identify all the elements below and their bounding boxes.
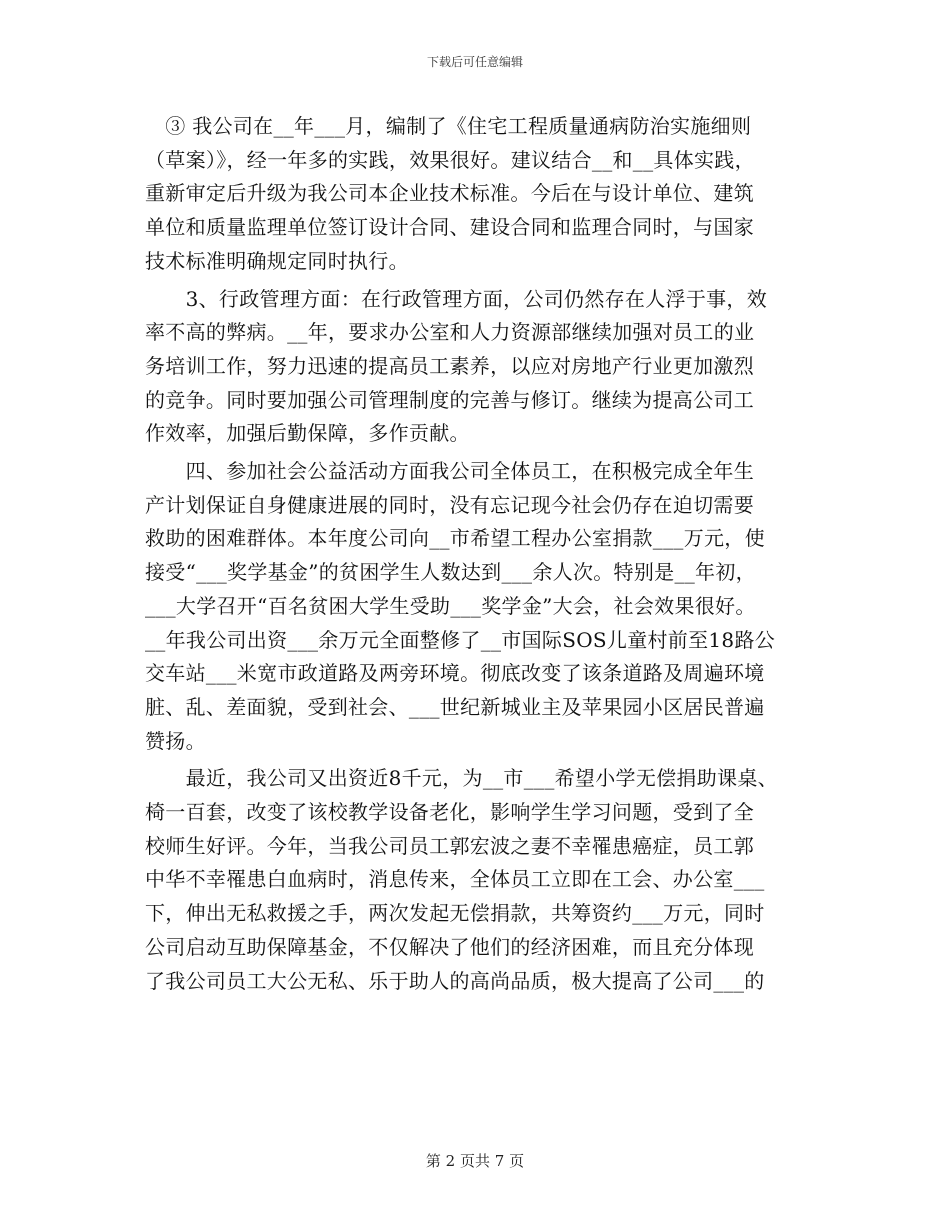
document-body: [145, 110, 825, 998]
text-line: 校师生好评。今年，当我公司员工郭宏波之妻不幸罹患癌症，员工郭: [145, 833, 754, 858]
text-line: ___大学召开“百名贫困大学生受助___奖学金”大会，社会效果很好。: [145, 593, 756, 618]
text-line: 救助的困难群体。本年度公司向__市希望工程办公室捐款___万元，使: [145, 526, 765, 551]
text-line: 公司启动互助保障基金，不仅解决了他们的经济困难，而且充分体现: [145, 934, 754, 959]
text-line: 务培训工作，努力迅速的提高员工素养，以应对房地产行业更加激烈: [145, 353, 754, 378]
text-line: 四、参加社会公益活动方面我公司全体员工，在积极完成全年生: [145, 459, 754, 484]
text-line: __年我公司出资___余万元全面整修了__市国际SOS儿童村前至18路公: [145, 627, 776, 652]
paragraph-administration: [145, 283, 825, 452]
text-line: 率不高的弊病。__年，要求办公室和人力资源部继续加强对员工的业: [145, 320, 755, 345]
text-line: ③ 我公司在__年___月，编制了《住宅工程质量通病防治实施细则: [145, 114, 752, 138]
text-line: 下，伸出无私救援之手，两次发起无偿捐款，共筹资约___万元，同时: [145, 901, 765, 926]
text-line: 赞扬。: [145, 728, 206, 753]
page-header: 下载后可任意编辑: [426, 55, 523, 69]
text-line: 技术标准明确规定同时执行。: [145, 248, 409, 273]
text-line: 作效率，加强后勤保障，多作贡献。: [145, 421, 470, 446]
paragraph-quality-standard: [145, 110, 825, 279]
text-line: 椅一百套，改变了该校教学设备老化，影响学生学习问题，受到了全: [145, 800, 754, 825]
paragraph-public-welfare: [145, 455, 825, 758]
text-line: 产计划保证自身健康进展的同时，没有忘记现今社会仍存在迫切需要: [145, 492, 754, 517]
text-line: 中华不幸罹患白血病时，消息传来，全体员工立即在工会、办公室___: [145, 867, 765, 892]
text-line: 交车站___米宽市政道路及两旁环境。彻底改变了该条道路及周遍环境: [145, 661, 765, 686]
text-line: 最近，我公司又出资近8千元，为__市___希望小学无偿捐助课桌、: [145, 766, 778, 791]
text-line: 脏、乱、差面貌，受到社会、___世纪新城业主及苹果园小区居民普遍: [145, 694, 765, 719]
text-line: （草案）》，经一年多的实践，效果很好。建议结合__和__具体实践，: [145, 147, 755, 172]
text-line: 了我公司员工大公无私、乐于助人的高尚品质，极大提高了公司___的: [145, 968, 765, 993]
text-line: 单位和质量监理单位签订设计合同、建设合同和监理合同时，与国家: [145, 215, 754, 240]
text-line: 的竞争。同时要加强公司管理制度的完善与修订。继续为提高公司工: [145, 387, 754, 412]
text-line: 重新审定后升级为我公司本企业技术标准。今后在与设计单位、建筑: [145, 181, 754, 206]
text-line: 3、行政管理方面：在行政管理方面，公司仍然存在人浮于事，效: [145, 286, 768, 311]
page-number-footer: 第 2 页共 7 页: [425, 1152, 525, 1170]
text-line: 接受“___奖学基金”的贫困学生人数达到___余人次。特别是__年初，: [145, 560, 756, 585]
paragraph-donations: [145, 762, 825, 998]
